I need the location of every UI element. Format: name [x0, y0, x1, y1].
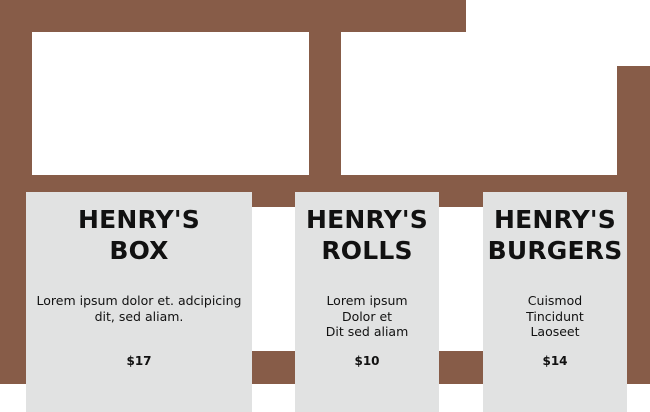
product-card-burgers[interactable] — [483, 192, 627, 412]
card-title — [26, 204, 252, 266]
card-title — [483, 204, 627, 266]
card-description-line: Cuismod — [527, 293, 583, 308]
card-title-line: HENRY'S — [78, 205, 200, 234]
card-description — [26, 293, 252, 324]
card-title-line: BURGERS — [487, 236, 623, 265]
card-description-line: dit, sed aliam. — [94, 308, 184, 324]
card-description-line: Tincidunt — [526, 308, 584, 324]
card-description-line: Dolor et — [341, 308, 393, 324]
card-title — [295, 204, 439, 266]
brown-banner-top — [0, 0, 466, 32]
card-price: $14 — [542, 354, 568, 368]
card-description-line: Laoseet — [530, 324, 580, 340]
brown-divider-middle — [309, 0, 341, 200]
card-description-line: Lorem ipsum — [326, 293, 408, 308]
card-description — [295, 293, 439, 340]
image-panel-right — [341, 32, 617, 175]
product-card-rolls[interactable] — [295, 192, 439, 412]
card-description — [483, 293, 627, 340]
card-title-line: HENRY'S — [306, 205, 428, 234]
card-title-line: HENRY'S — [494, 205, 616, 234]
card-description-line: Dit sed aliam — [325, 324, 409, 340]
card-title-line: BOX — [109, 236, 169, 265]
image-panel-left — [32, 32, 309, 175]
card-price: $17 — [126, 354, 152, 368]
product-card-box[interactable] — [26, 192, 252, 412]
card-description-line: Lorem ipsum dolor et. adcipicing — [36, 293, 242, 308]
card-title-line: ROLLS — [321, 236, 413, 265]
card-price: $10 — [354, 354, 380, 368]
